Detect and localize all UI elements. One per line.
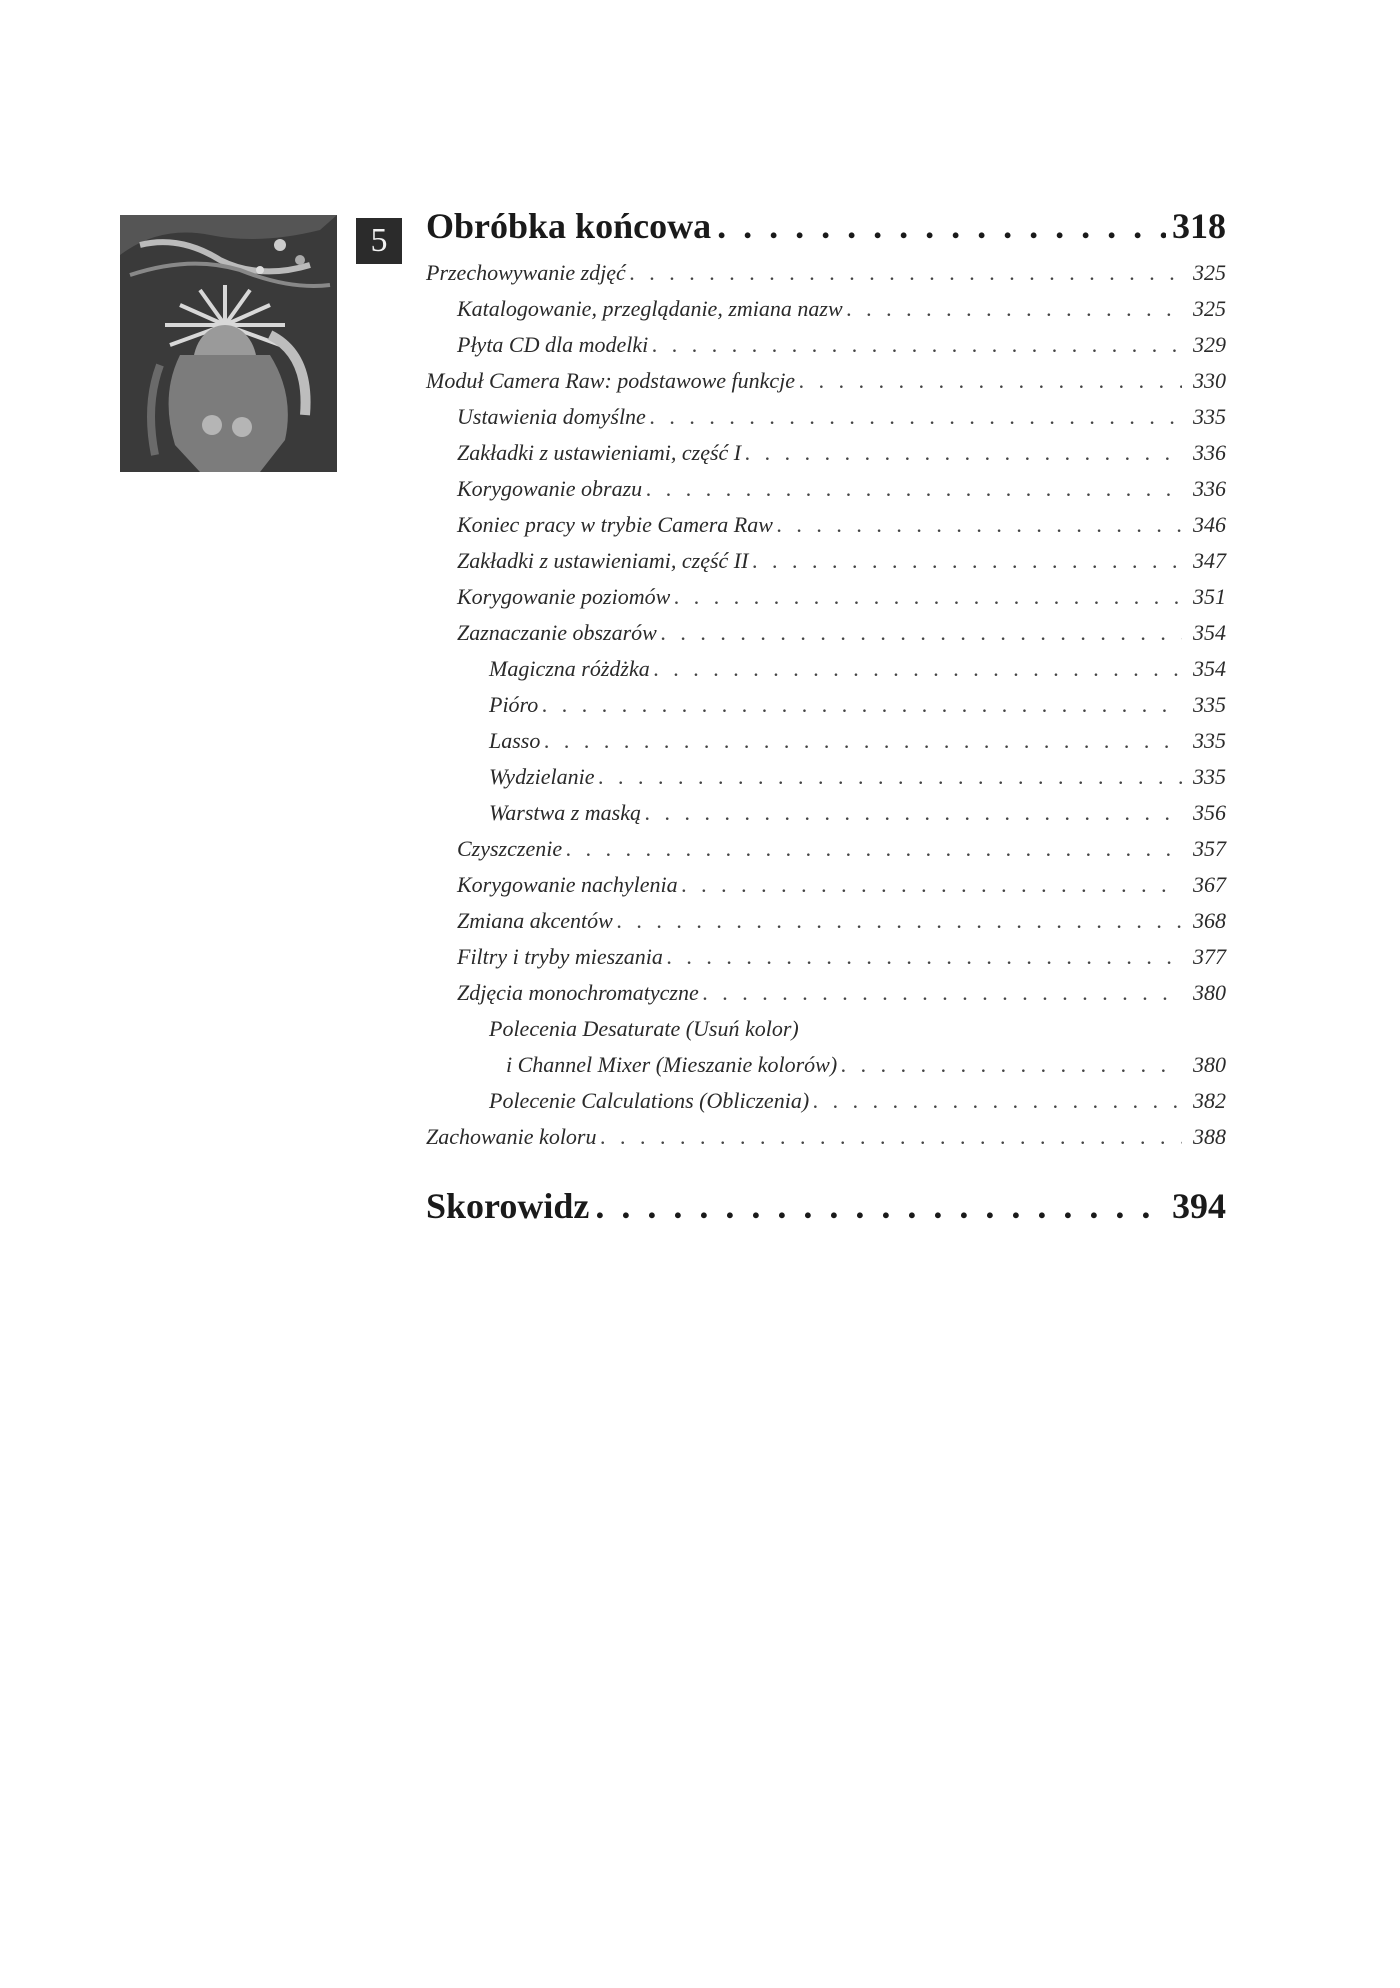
toc-entry-page: 367: [1193, 872, 1226, 897]
dot-leader: [661, 620, 1182, 646]
chapter-number-badge: 5: [356, 218, 402, 264]
dot-leader: [646, 476, 1182, 502]
dot-leader: [599, 764, 1183, 790]
toc-entry[interactable]: [457, 440, 1226, 466]
index-title: Skorowidz: [426, 1186, 590, 1226]
toc-entry[interactable]: [457, 548, 1226, 574]
toc-entry[interactable]: [457, 872, 1226, 898]
toc-entry[interactable]: [506, 1052, 1226, 1078]
dot-leader: [799, 368, 1182, 394]
toc-entry[interactable]: [489, 1016, 1226, 1042]
toc-entry[interactable]: [489, 728, 1226, 754]
toc-entry[interactable]: [489, 1088, 1226, 1114]
toc-entry[interactable]: [426, 260, 1226, 286]
toc-entry[interactable]: [489, 764, 1226, 790]
toc-entry-page: 356: [1193, 800, 1226, 825]
toc-entry-title: Płyta CD dla modelki: [457, 332, 649, 357]
toc-entry-title: Polecenie Calculations (Obliczenia): [489, 1088, 810, 1113]
toc-entry[interactable]: [489, 692, 1226, 718]
dot-leader: [601, 1124, 1183, 1150]
toc-entry-title: Korygowanie poziomów: [457, 584, 671, 609]
dot-leader: [777, 512, 1182, 538]
toc-entry-page: 325: [1193, 296, 1226, 321]
toc-entry[interactable]: [426, 1124, 1226, 1150]
dot-leader: [542, 692, 1182, 718]
toc-entry-page: 335: [1193, 692, 1226, 717]
toc-entry-page: 382: [1193, 1088, 1226, 1113]
toc-entry-title: Zachowanie koloru: [426, 1124, 597, 1149]
toc-entry-title: Przechowywanie zdjęć: [426, 260, 626, 285]
dot-leader: [630, 260, 1182, 286]
toc-entry-title: Korygowanie nachylenia: [457, 872, 678, 897]
toc-entry-page: 354: [1193, 620, 1226, 645]
toc-entry-title: Filtry i tryby mieszania: [457, 944, 663, 969]
toc-entry-page: 347: [1193, 548, 1226, 573]
toc-entry[interactable]: [489, 656, 1226, 682]
dot-leader: [652, 332, 1182, 358]
toc-entry[interactable]: [457, 332, 1226, 358]
toc-entry-title: Lasso: [489, 728, 541, 753]
dot-leader: [667, 944, 1182, 970]
toc-entry-page: 325: [1193, 260, 1226, 285]
toc-entry-title: Koniec pracy w trybie Camera Raw: [457, 512, 773, 537]
dot-leader: [650, 404, 1182, 430]
toc-entry-title: Zakładki z ustawieniami, część II: [457, 548, 749, 573]
toc-entry-title: Polecenia Desaturate (Usuń kolor): [489, 1016, 799, 1041]
toc-entry-title: Wydzielanie: [489, 764, 595, 789]
dot-leader: [752, 548, 1182, 574]
toc-entry-title: Zaznaczanie obszarów: [457, 620, 657, 645]
toc-entry-page: 388: [1193, 1124, 1226, 1149]
dot-leader: [717, 205, 1166, 247]
toc-entry-title: Zakładki z ustawieniami, część I: [457, 440, 742, 465]
dot-leader: [841, 1052, 1182, 1078]
toc-entry[interactable]: [426, 368, 1226, 394]
toc-entry-page: 329: [1193, 332, 1226, 357]
toc-entry[interactable]: [457, 512, 1226, 538]
toc-entry-title: Magiczna różdżka: [489, 656, 650, 681]
toc-entry[interactable]: [457, 476, 1226, 502]
toc-entry[interactable]: [457, 836, 1226, 862]
dot-leader: [654, 656, 1182, 682]
toc-entry-title: Katalogowanie, przeglądanie, zmiana nazw: [457, 296, 843, 321]
toc-entry-title: Korygowanie obrazu: [457, 476, 643, 501]
toc-entry-page: 336: [1193, 440, 1226, 465]
toc-entry[interactable]: [457, 296, 1226, 322]
toc-entry-page: 377: [1193, 944, 1226, 969]
toc-entry-page: 380: [1193, 1052, 1226, 1077]
dot-leader: [617, 908, 1182, 934]
toc-entry-page: 335: [1193, 728, 1226, 753]
toc-entry[interactable]: [457, 944, 1226, 970]
toc-entry-page: 380: [1193, 980, 1226, 1005]
toc-entry-page: 335: [1193, 404, 1226, 429]
dot-leader: [566, 836, 1182, 862]
toc-entry-title: Czyszczenie: [457, 836, 563, 861]
toc-entry-title: Warstwa z maską: [489, 800, 641, 825]
toc-entry-title: Ustawienia domyślne: [457, 404, 646, 429]
dot-leader: [847, 296, 1182, 322]
toc-entry-title: Moduł Camera Raw: podstawowe funkcje: [426, 368, 796, 393]
dot-leader: [682, 872, 1182, 898]
toc-entry-page: 354: [1193, 656, 1226, 681]
chapter-illustration: [120, 215, 337, 472]
dot-leader: [703, 980, 1182, 1006]
dot-leader: [645, 800, 1182, 826]
toc-entry-page: 335: [1193, 764, 1226, 789]
dot-leader: [745, 440, 1182, 466]
toc-entry-title: Zdjęcia monochromatyczne: [457, 980, 699, 1005]
dot-leader: [674, 584, 1182, 610]
index-page-number: 394: [1172, 1186, 1226, 1226]
chapter-page-number: 318: [1172, 206, 1226, 246]
toc-entry[interactable]: [457, 404, 1226, 430]
toc-entry-title: i Channel Mixer (Mieszanie kolorów): [506, 1052, 838, 1077]
dot-leader: [813, 1088, 1182, 1114]
toc-entry[interactable]: [457, 980, 1226, 1006]
toc-entry-page: 330: [1193, 368, 1226, 393]
toc-entry-page: 336: [1193, 476, 1226, 501]
toc-entry[interactable]: [489, 800, 1226, 826]
toc-entry-page: 351: [1193, 584, 1226, 609]
toc-entry-page: 346: [1193, 512, 1226, 537]
chapter-title: Obróbka końcowa: [426, 206, 712, 246]
toc-chapter-heading[interactable]: [426, 205, 1226, 247]
toc-entry[interactable]: [457, 908, 1226, 934]
toc-index-heading[interactable]: [426, 1185, 1226, 1227]
toc-entry-page: 368: [1193, 908, 1226, 933]
dot-leader: [544, 728, 1182, 754]
toc-entry-page: 357: [1193, 836, 1226, 861]
toc-entry[interactable]: [457, 620, 1226, 646]
toc-entry-title: Pióro: [489, 692, 539, 717]
dot-leader: [595, 1185, 1166, 1227]
toc-entry-title: Zmiana akcentów: [457, 908, 613, 933]
toc-entry[interactable]: [457, 584, 1226, 610]
